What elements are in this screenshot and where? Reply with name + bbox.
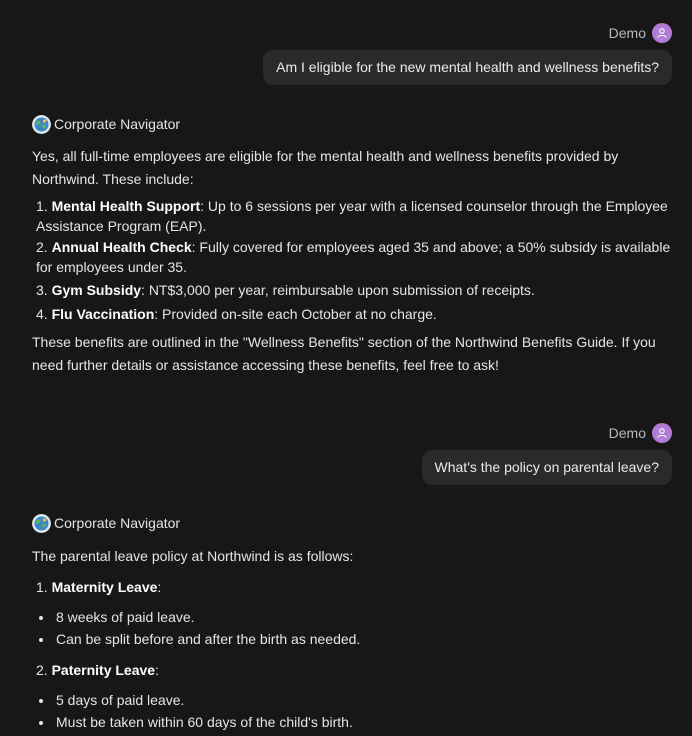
user-name: Demo [608,25,646,41]
benefits-list [32,197,672,325]
list-item: Can be split before and after the birth as needed. [32,628,672,650]
user-name: Demo [608,425,646,441]
person-icon [652,23,672,43]
list-item: 2. Annual Health Check: Fully covered for employees aged 35 and above; a 50% subsidy is available for employees under 35. [36,239,671,275]
person-icon [652,423,672,443]
list-item: Must be taken within 60 days of the child's birth. [32,711,672,733]
user-message [263,22,672,85]
section-heading: 2. Paternity Leave: [36,661,159,678]
user-header [609,22,672,44]
bullet-list [32,606,672,650]
assistant-message [32,512,672,733]
section-heading: 1. Maternity Leave: [36,578,162,595]
list-item: 8 weeks of paid leave. [32,606,672,628]
user-message-bubble: Am I eligible for the new mental health and wellness benefits? [263,50,672,85]
globe-avatar-icon [32,115,51,134]
assistant-outro: These benefits are outlined in the "Wellness Benefits" section of the Northwind Benefits Guide. If you need further details or assistance accessing these benefits, feel free to ask! [32,334,656,373]
list-item: 3. Gym Subsidy: NT$3,000 per year, reimbursable upon submission of receipts. [36,282,535,298]
assistant-intro: The parental leave policy at Northwind is as follows: [32,548,354,564]
list-item: 5 days of paid leave. [32,689,672,711]
assistant-header [32,512,672,534]
assistant-message [32,113,672,376]
user-message [422,422,672,485]
assistant-name: Corporate Navigator [54,515,181,531]
assistant-name: Corporate Navigator [54,116,181,132]
user-header [609,422,672,444]
assistant-header [32,113,672,135]
list-item: 4. Flu Vaccination: Provided on-site each October at no charge. [36,306,437,322]
list-item: 1. Mental Health Support: Up to 6 sessions per year with a licensed counselor through the Employee Assistance Program (EAP). [36,198,668,234]
globe-avatar-icon [32,514,51,533]
bullet-list [32,689,672,733]
assistant-intro: Yes, all full-time employees are eligible for the mental health and wellness benefits provided by Northwind. These include: [32,148,619,187]
user-message-bubble: What's the policy on parental leave? [422,450,672,485]
